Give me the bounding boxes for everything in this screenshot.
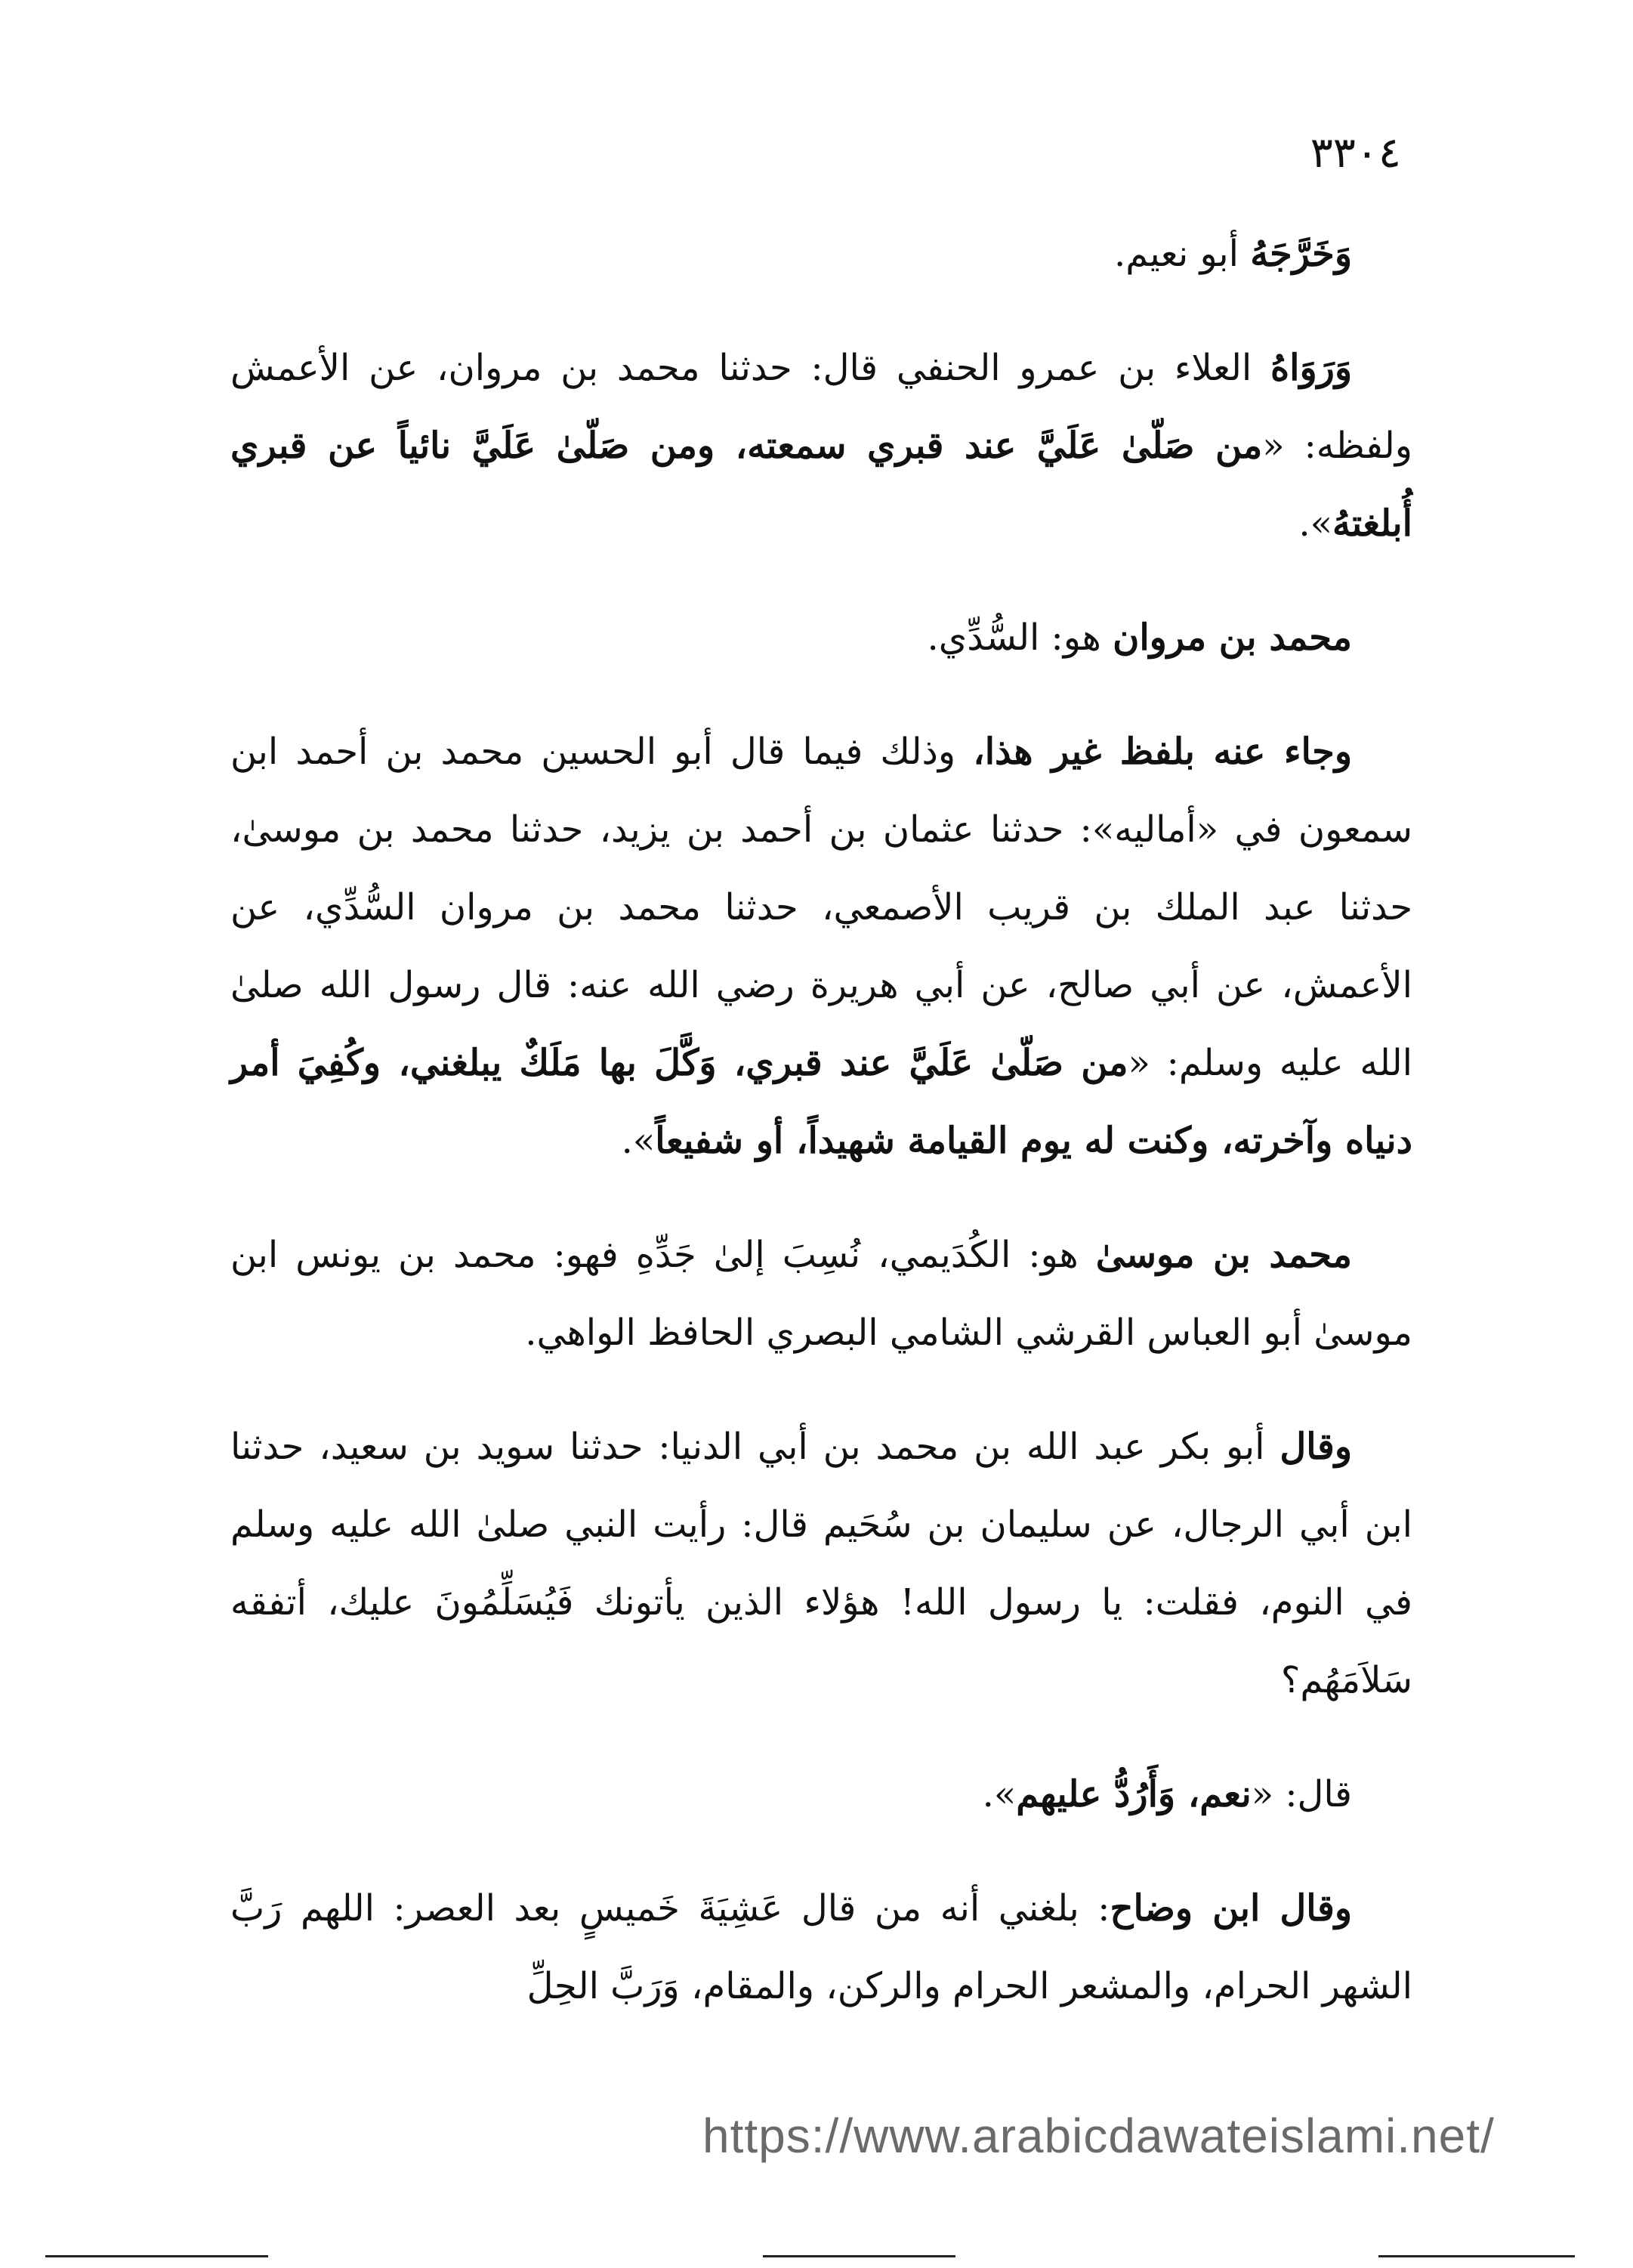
text-run: ». (621, 1120, 656, 1162)
text-run: هو: السُّدِّي. (927, 616, 1113, 659)
text-run: ». (982, 1773, 1017, 1815)
bold-text: من صَلّىٰ عَلَيَّ عند قبري، وَكَّلَ بها مَلَكٌ يبلغني، وكُفِيَ أمر دنياه وآخرته، وكنت له يوم القيامة شهيداً، أو شفيعاً (230, 1042, 1412, 1162)
text-run: هو: الكُدَيمي، نُسِبَ إلىٰ جَدِّهِ فهو: محمد بن يونس ابن موسىٰ أبو العباس القرشي الشامي البصري الحافظ الواهي. (230, 1234, 1412, 1354)
bold-text: محمد بن مروان (1113, 616, 1352, 659)
page-body (230, 215, 1412, 2062)
watermark-url[interactable]: https://www.arabicdawateislami.net/ (702, 2109, 1495, 2163)
bottom-rule-right (1378, 2255, 1575, 2257)
paragraph (230, 1870, 1412, 2025)
page-number: ٣٣٠٤ (1310, 128, 1401, 178)
bold-text: وقال ابن وضاح (1110, 1887, 1352, 1930)
bottom-rule-left (45, 2255, 268, 2257)
bold-text: وجاء عنه بلفظ غير هذا، (973, 731, 1353, 773)
text-run: أبو بكر عبد الله بن محمد بن أبي الدنيا: حدثنا سويد بن سعيد، حدثنا ابن أبي الرجال، عن سليمان بن سُحَيم قال: رأيت النبي صلىٰ الله عليه وسلم في النوم، فقلت: يا رسول الله! هؤلاء الذين يأتونك فَيُسَلِّمُونَ عليك، أتفقه سَلاَمَهُم؟ (230, 1426, 1412, 1701)
text-run: ». (1298, 502, 1333, 545)
text-run: أبو نعيم. (1114, 233, 1251, 275)
bold-text: من صَلّىٰ عَلَيَّ عند قبري سمعته، ومن صَلّىٰ عَلَيَّ نائياً عن قبري أُبلغتهُ (230, 425, 1412, 545)
text-run: : بلغني أنه من قال عَشِيَةَ خَميسٍ بعد العصر: اللهم رَبَّ الشهر الحرام، والمشعر الحرام والركن، والمقام، وَرَبَّ الحِلِّ (230, 1887, 1412, 2007)
paragraph (230, 1756, 1412, 1834)
paragraph (230, 713, 1412, 1180)
bold-text: وَرَوَاهُ (1270, 347, 1352, 389)
paragraph (230, 215, 1412, 293)
paragraph (230, 1408, 1412, 1720)
bold-text: محمد بن موسىٰ (1095, 1234, 1353, 1276)
text-run: العلاء بن عمرو الحنفي قال: حدثنا محمد بن مروان، عن الأعمش ولفظه: « (230, 347, 1412, 467)
bold-text: وَخَرَّجَهُ (1250, 233, 1352, 275)
text-run: قال: « (1251, 1773, 1352, 1815)
bold-text: نعم، وَأَرُدُّ عليهم (1016, 1773, 1252, 1815)
paragraph (230, 599, 1412, 677)
bottom-rule-middle (763, 2255, 955, 2257)
text-run: وذلك فيما قال أبو الحسين محمد بن أحمد ابن سمعون في «أماليه»: حدثنا عثمان بن أحمد بن يزيد، حدثنا محمد بن موسىٰ، حدثنا عبد الملك بن قريب الأصمعي، حدثنا محمد بن مروان السُّدِّي، عن الأعمش، عن أبي صالح، عن أبي هريرة رضي الله عنه: قال رسول الله صلىٰ الله عليه وسلم: « (230, 731, 1413, 1084)
paragraph (230, 329, 1412, 563)
bold-text: وقال (1280, 1426, 1353, 1468)
paragraph (230, 1216, 1412, 1372)
